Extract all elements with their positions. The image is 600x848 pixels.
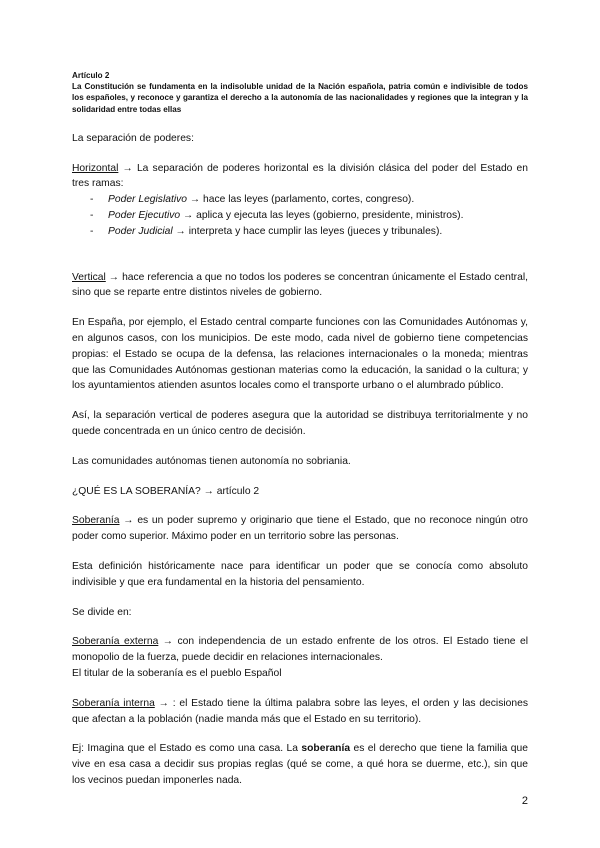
soberania-arrow: → [119,515,138,527]
horizontal-text: La separación de poderes horizontal es la división clásica del poder del Estado en tres ramas: [72,162,528,190]
list-item [90,192,528,208]
horizontal-term: Horizontal [72,162,119,174]
ejemplo-after: es el derecho que tiene la familia que vive en esa casa a decidir sus propias reglas (qué se come, a qué hora se duerme, etc.), sin que los vecinos puedan imponerles nada. [72,743,528,786]
page-number: 2 [521,795,528,807]
power-text: interpreta y hace cumplir las leyes (jueces y tribunales). [188,225,443,237]
interna-term: Soberanía interna [72,697,155,709]
spain-paragraph: En España, por ejemplo, el Estado central comparte funciones con las Comunidades Autónomas y, en algunos casos, con los municipios. De este modo, cada nivel de gobierno tiene competencias propias: el Estado se ocupa de la defensa, las relaciones internacionales o la moneda; mientras que las Comunidades Autónomas gestionan materias como la educación, la sanidad o la cultura; y los ayuntamientos atienden asuntos locales como el transporte urbano o el alumbrado público. [72,317,528,392]
externa-term: Soberanía externa [72,636,159,648]
power-name: Poder Judicial [108,225,173,237]
externa-paragraph [72,634,528,666]
vertical-text: hace referencia a que no todos los poderes se concentran únicamente el Estado central, sino que se reparte entre distintos niveles de gobierno. [72,271,528,299]
externa-text: con independencia de un estado enfrente de los otros. El Estado tiene el monopolio de la fuerza, puede decidir en relaciones internacionales. [72,636,528,664]
interna-arrow: → [154,697,173,709]
horizontal-paragraph [72,161,528,193]
article-text: La Constitución se fundamenta en la indisoluble unidad de la Nación española, patria común e indivisible de todos los españoles, y reconoce y garantiza el derecho a la autonomía de las nacionalidades y regiones que la integran y la solidaridad entre todas ellas [72,82,528,114]
question-heading: ¿QUÉ ES LA SOBERANÍA? → artículo 2 [72,485,260,497]
ejemplo-before: Ej: Imagina que el Estado es como una casa. La [72,743,302,755]
list-item [90,224,528,240]
power-name: Poder Ejecutivo [108,210,181,221]
soberania-text: es un poder supremo y originario que tiene el Estado, que no reconoce ningún otro poder como superior. Máximo poder en un territorio sobre las personas. [72,515,528,543]
ejemplo-bold: soberanía [301,743,351,755]
soberania-paragraph [72,513,528,545]
list-item [90,208,528,224]
divide-paragraph: Se divide en: [72,606,132,618]
interna-text: : el Estado tiene la última palabra sobre las leyes, el orden y las decisiones que afectan a la población (nadie manda más que el Estado en su territorio). [72,697,528,725]
interna-paragraph [72,696,528,728]
powers-list [72,192,528,239]
power-arrow: → [187,194,204,206]
externa-arrow: → [158,636,178,648]
asi-paragraph: Así, la separación vertical de poderes asegura que la autoridad se distribuya territorialmente y no quede concentrada en un único centro de decisión. [72,410,528,437]
article-title: Artículo 2 [72,71,110,80]
vertical-arrow: → [105,271,123,283]
power-arrow: → [172,225,189,237]
vertical-paragraph [72,270,528,302]
ccaa-paragraph: Las comunidades autónomas tienen autonomía no sobriania. [72,455,351,467]
power-text: aplica y ejecuta las leyes (gobierno, presidente, ministros). [196,210,464,221]
horizontal-arrow: → [118,162,137,174]
externa-titular: El titular de la soberanía es el pueblo Español [72,667,282,679]
ejemplo-paragraph [72,741,528,788]
power-name: Poder Legislativo [108,194,187,206]
soberania-term: Soberanía [72,515,120,527]
vertical-term: Vertical [72,271,106,283]
definicion-paragraph: Esta definición históricamente nace para identificar un poder que se conocía como absoluto indivisible y que era fundamental en la historia del pensamiento. [72,560,528,588]
article-block [72,70,528,115]
power-text: hace las leyes (parlamento, cortes, congreso). [203,194,415,206]
separation-heading: La separación de poderes: [72,132,194,144]
power-arrow: → [180,210,197,221]
document-page [72,70,528,789]
